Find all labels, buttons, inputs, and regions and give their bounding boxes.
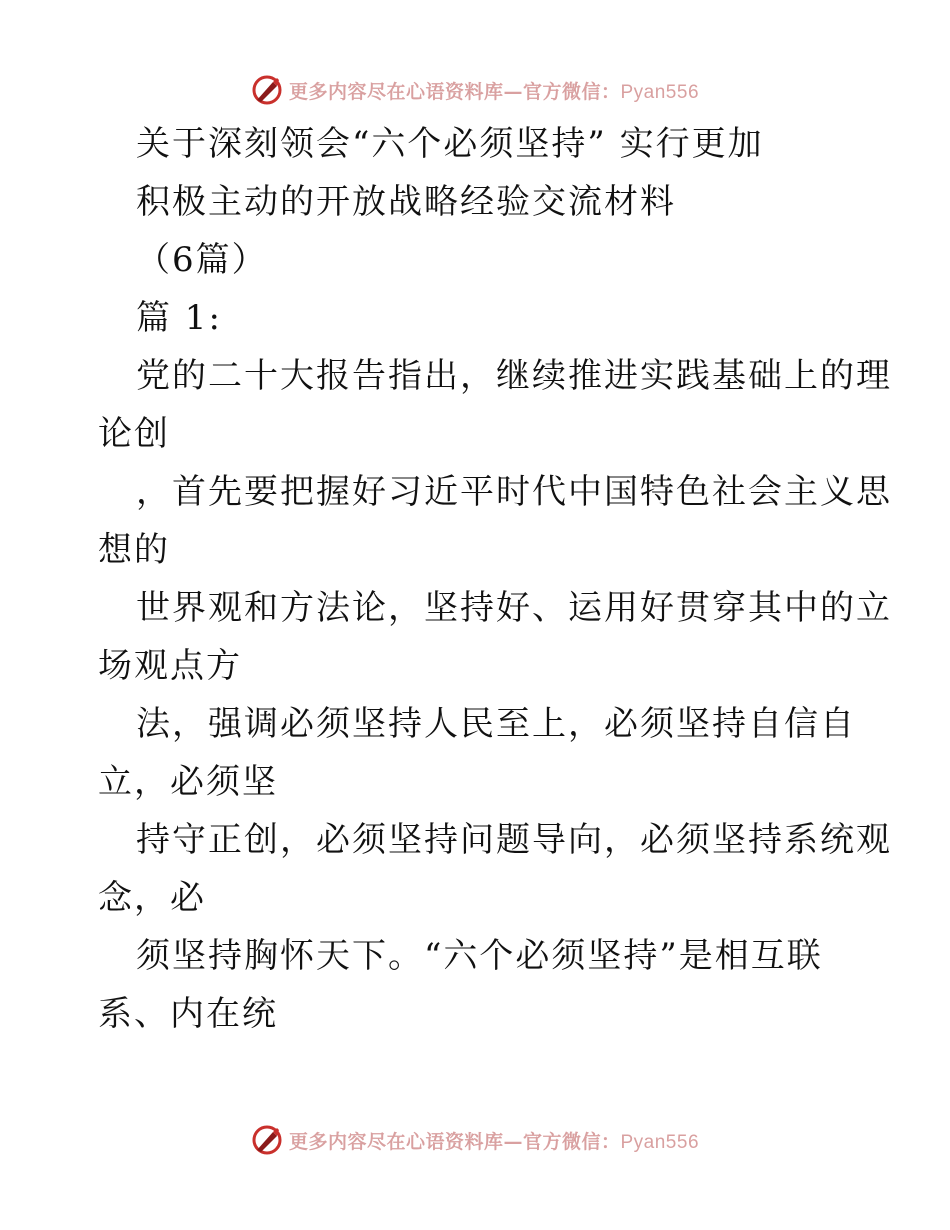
text-line: 须坚持胸怀天下。“六个必须坚持”是相互联 <box>136 936 823 976</box>
text-line: 法，强调必须坚持人民至上，必须坚持自信自 <box>136 704 856 744</box>
text-line: 立，必须坚 <box>98 762 278 802</box>
watermark-id: Pyan556 <box>620 1131 700 1153</box>
text-line: 党的二十大报告指出，继续推进实践基础上的理 <box>136 356 892 396</box>
watermark-text: 更多内容尽在心语资料库—官方微信：Pyan556 <box>288 80 700 103</box>
text-line: 积极主动的开放战略经验交流材料 <box>136 182 676 222</box>
watermark-banner-top <box>0 70 950 110</box>
text-line: 论创 <box>98 414 170 454</box>
pen-logo-icon <box>251 74 283 106</box>
watermark-text: 更多内容尽在心语资料库—官方微信：Pyan556 <box>288 1130 700 1153</box>
watermark-id: Pyan556 <box>620 81 700 103</box>
pen-logo-icon <box>251 1124 283 1156</box>
watermark-banner-bottom <box>0 1120 950 1160</box>
text-line: 篇 1: <box>136 298 222 338</box>
text-line: 念，必 <box>98 878 206 918</box>
text-line: 场观点方 <box>98 646 242 686</box>
text-line: 世界观和方法论，坚持好、运用好贯穿其中的立 <box>136 588 892 628</box>
text-line: 系、内在统 <box>98 994 278 1034</box>
document-body <box>98 115 892 1043</box>
text-line: 关于深刻领会“六个必须坚持” 实行更加 <box>136 124 764 164</box>
text-line: 持守正创，必须坚持问题导向，必须坚持系统观 <box>136 820 892 860</box>
text-line: ，首先要把握好习近平时代中国特色社会主义思 <box>136 472 892 512</box>
text-line: 想的 <box>98 530 170 570</box>
text-line: （6篇） <box>136 240 268 280</box>
